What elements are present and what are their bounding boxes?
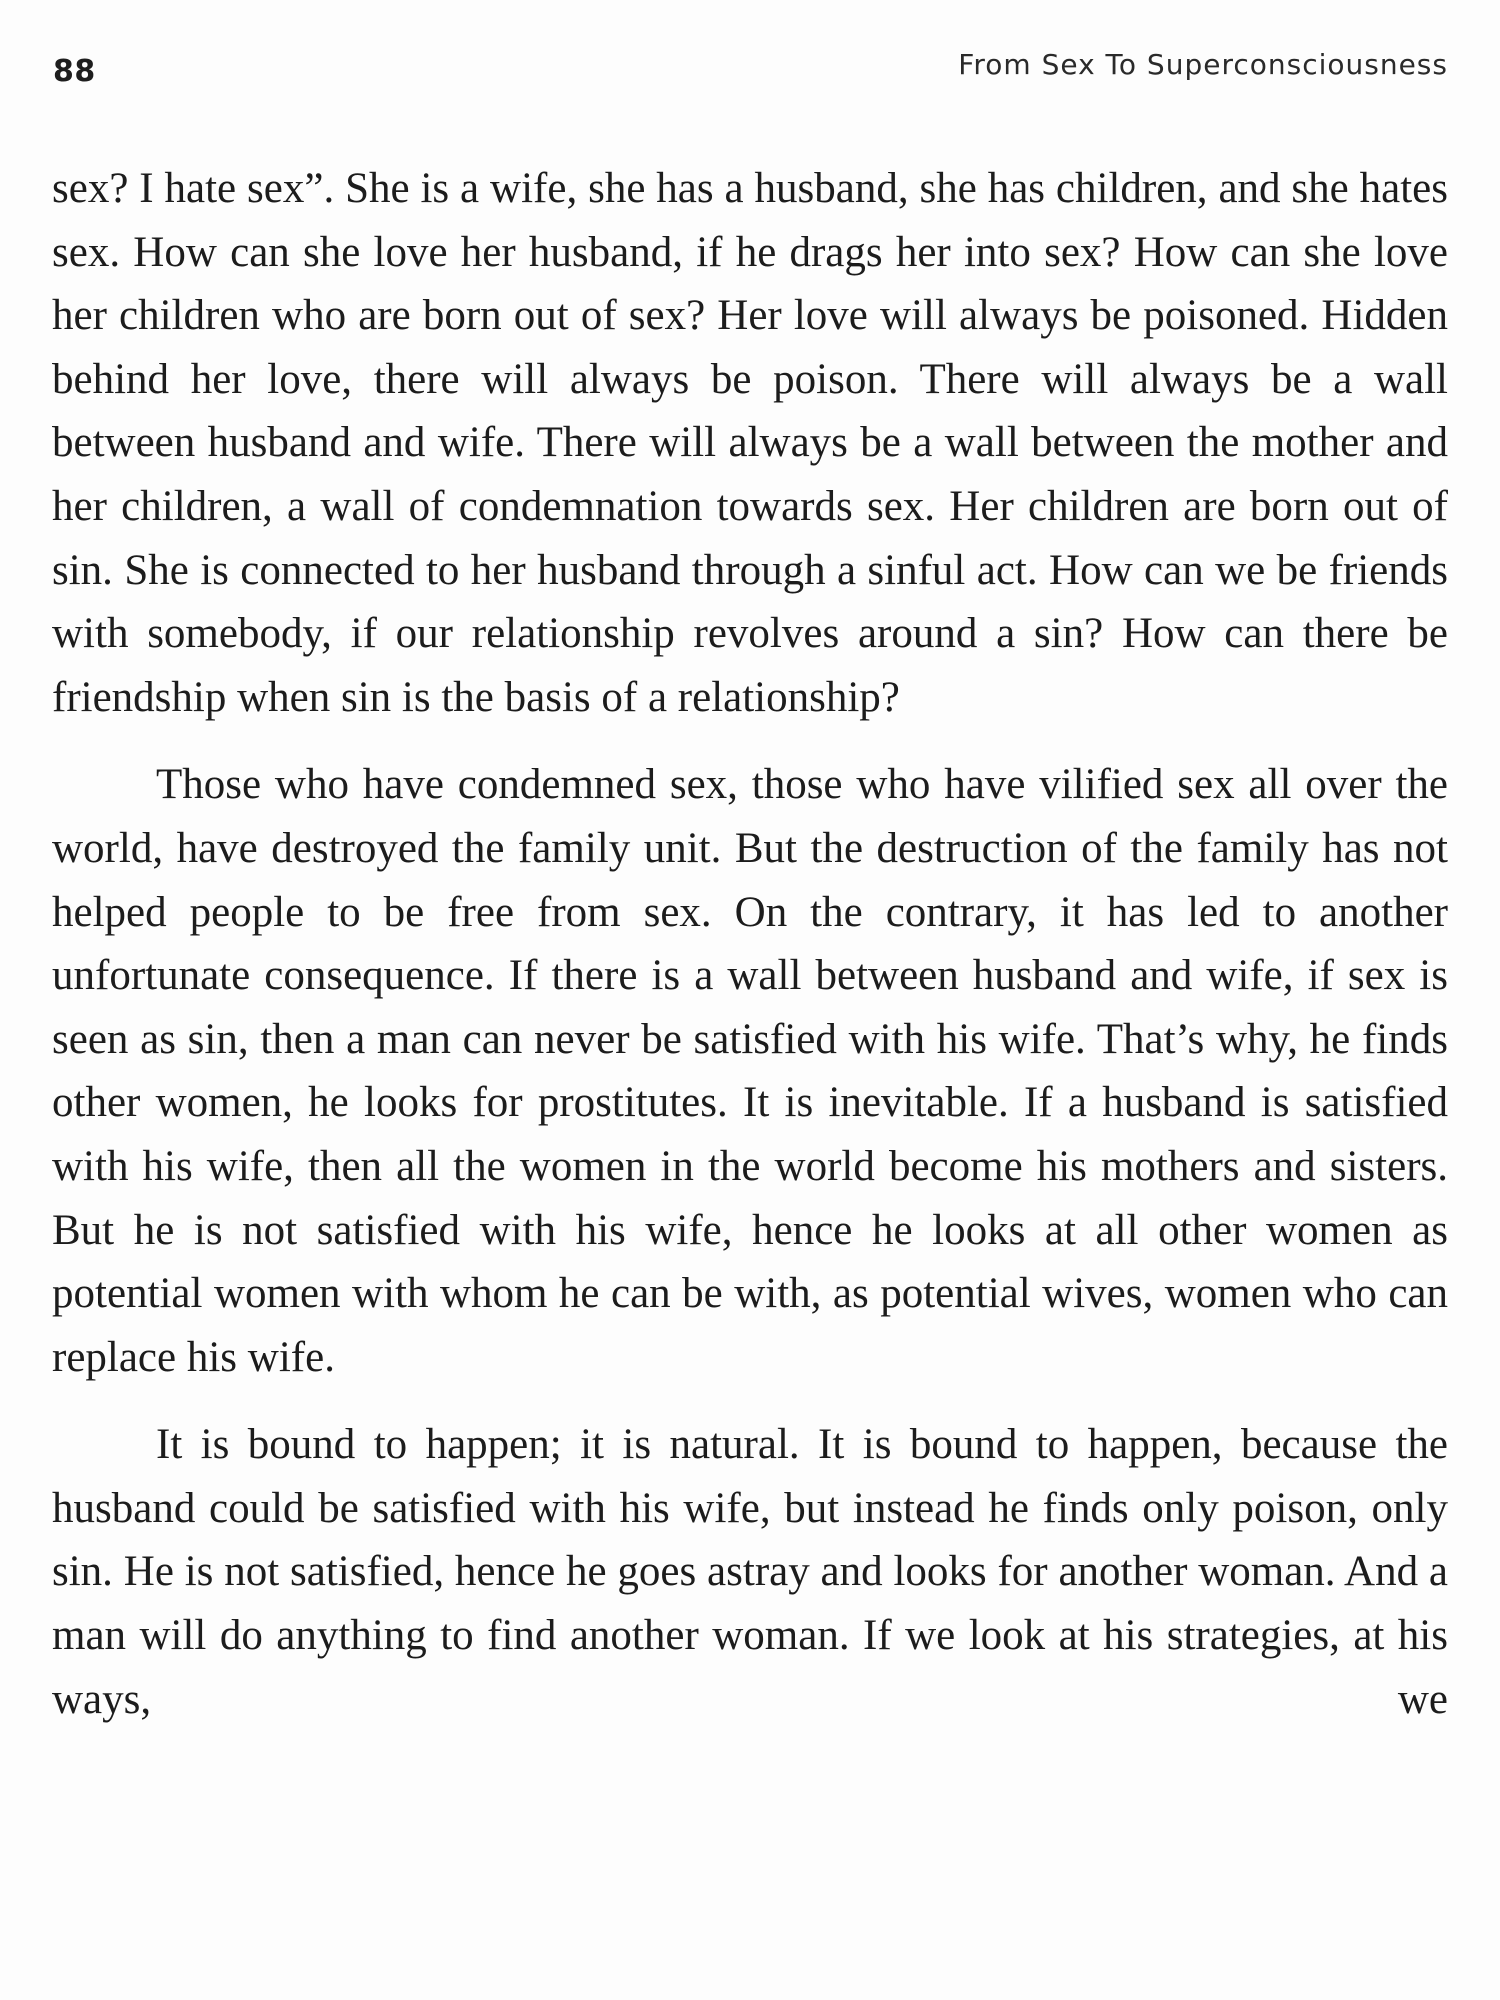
page-number: 88 [53,54,96,89]
running-title: From Sex To Superconsciousness [958,48,1448,81]
body-text [52,157,1448,1755]
paragraph: Those who have condemned sex, those who have vilified sex all over the world, have destroyed the family unit. But the destruction of the family has not helped people to be free from sex. On the contrary, it has led to another unfortunate consequence. If there is a wall between husband and wife, if sex is seen as sin, then a man can never be satisfied with his wife. That’s why, he finds other women, he looks for prostitutes. It is inevitable. If a husband is satisfied with his wife, then all the women in the world become his mothers and sisters. But he is not satisfied with his wife, hence he looks at all other women as potential women with whom he can be with, as potential wives, women who can replace his wife. [52,761,1448,1381]
page-header [53,40,1448,100]
paragraph-continued: sex? I hate sex”. She is a wife, she has a husband, she has children, and she hates sex. How can she love her husband, if he drags her into sex? How can she love her children who are born out of sex? Her love will always be poisoned. Hidden behind her love, there will always be poison. There will always be a wall between husband and wife. There will always be a wall between the mother and her children, a wall of condemnation towards sex. Her children are born out of sin. She is connected to her husband through a sinful act. How can we be friends with somebody, if our relationship revolves around a sin? How can there be friendship when sin is the basis of a relationship? [52,165,1448,721]
paragraph-runs-on: It is bound to happen; it is natural. It is bound to happen, because the husband could be satisfied with his wife, but instead he finds only poison, only sin. He is not satisfied, hence he goes astray and looks for another woman. And a man will do anything to find another woman. If we look at his strategies, at his ways, we [52,1421,1448,1723]
